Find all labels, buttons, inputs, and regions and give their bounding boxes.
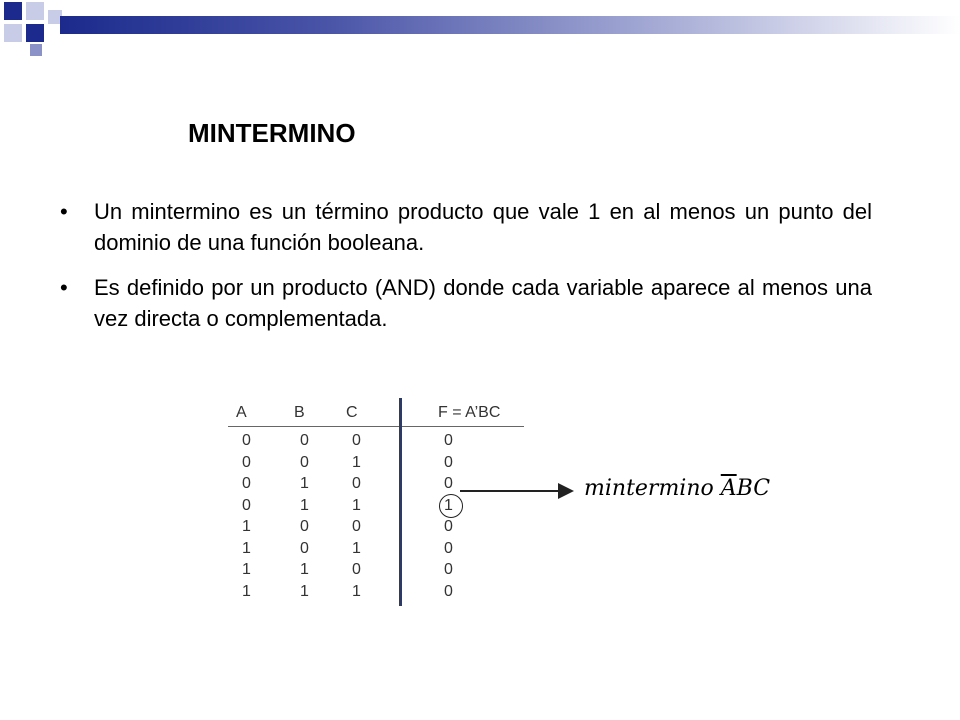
table-header-2: C [346,404,358,421]
table-header-0: A [236,404,247,421]
header-band [60,16,960,34]
deco-square [26,24,44,42]
table-cell: 0 [242,432,251,449]
highlight-circle [439,494,463,518]
table-cell: 1 [300,496,309,514]
table-cell: 1 [242,518,251,535]
minterm-a-complement: $\overline{A}$ [720,476,737,501]
table-cell: 0 [444,475,453,492]
table-cell: 0 [300,539,309,557]
table-cell: 1 [352,453,361,471]
table-cell: 0 [444,518,453,535]
deco-square [4,24,22,42]
table-cell: 1 [242,539,251,557]
bullet-item [60,196,872,258]
table-cell: 0 [242,453,251,471]
table-cell: 0 [444,561,453,578]
table-cell: 0 [352,475,361,492]
deco-square [30,44,42,56]
table-cell: 0 [300,518,309,535]
table-cell: 0 [444,432,453,449]
bullet-item [60,272,872,334]
table-cell: 0 [444,453,453,471]
truth-table [228,398,528,608]
header-decoration [0,0,960,60]
bullet-glyph: • [60,199,68,224]
table-cell: 0 [242,475,251,492]
table-cell: 0 [444,582,453,600]
header-rule [228,426,524,427]
output-divider [399,398,402,606]
table-cell: 0 [352,432,361,449]
table-cell: 1 [352,496,361,514]
minterm-label [584,476,770,501]
table-cell: 1 [352,539,361,557]
table-cell: 0 [352,561,361,578]
arrow-line [460,490,560,492]
arrow-head-icon [558,483,574,499]
deco-square [4,2,22,20]
bullet-text: Un mintermino es un término producto que vale 1 en al menos un punto del dominio de una función booleana. [94,199,872,255]
table-cell: 0 [300,453,309,471]
table-cell: 1 [444,496,453,514]
bullet-glyph: • [60,275,68,300]
table-cell: 0 [352,518,361,535]
table-cell: 0 [300,432,309,449]
bullet-text: Es definido por un producto (AND) donde cada variable aparece al menos una vez directa o complementada. [94,275,872,331]
table-cell: 0 [242,496,251,514]
table-cell: 1 [352,582,361,600]
table-cell: 1 [300,561,309,578]
table-cell: 1 [242,561,251,578]
slide-title: MINTERMINO [188,118,356,148]
table-cell: 1 [300,582,309,600]
table-header-1: B [294,404,305,421]
table-cell: 1 [300,475,309,492]
minterm-bc: BC [736,476,771,501]
bullet-list [60,196,872,348]
deco-square [26,2,44,20]
table-cell: 1 [242,582,251,600]
minterm-word: mintermino [584,476,714,501]
table-header-3: F = A’BC [438,404,501,421]
table-cell: 0 [444,539,453,557]
